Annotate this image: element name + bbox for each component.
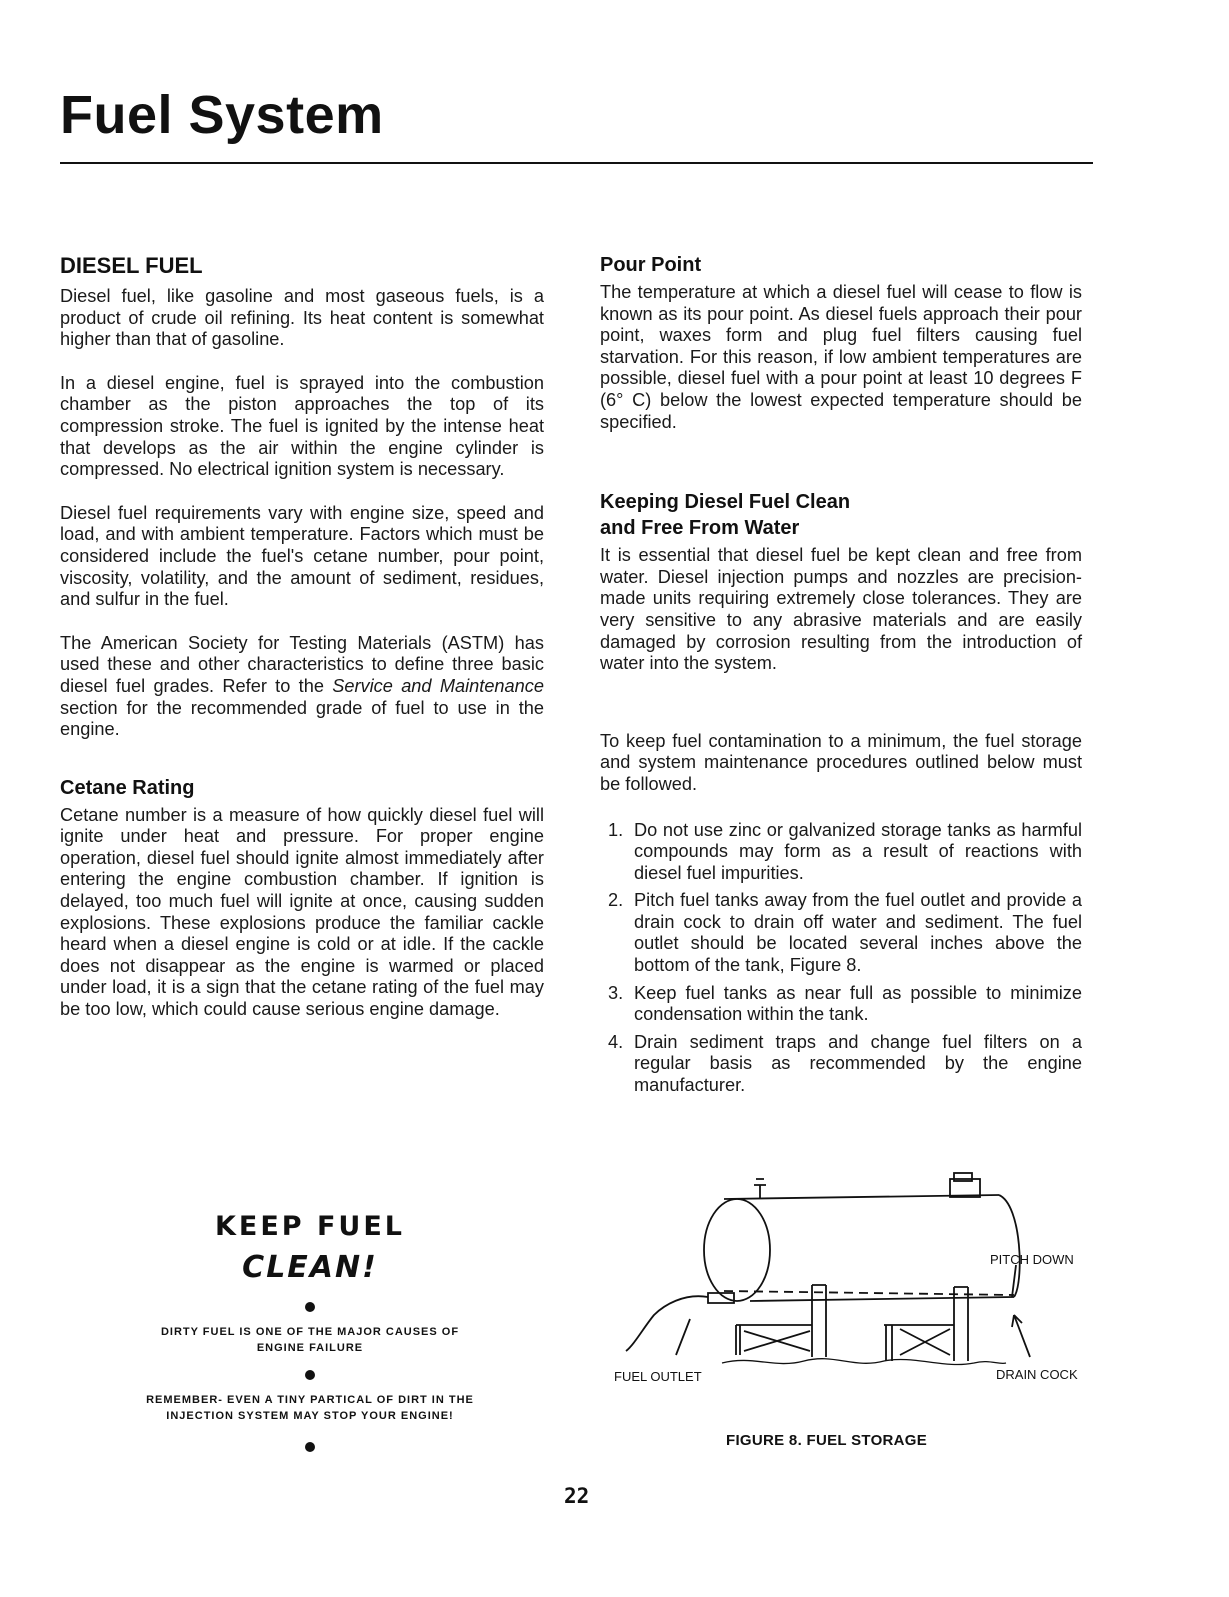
list-item-text: Pitch fuel tanks away from the fuel outlet and provide a drain cock to drain off water and sediment. The fuel outlet should be located several inches above the bottom of the tank, Figure 8. bbox=[634, 890, 1082, 976]
astm-text: The American Society for Testing Materials (ASTM) has used these and other characteristics to define three basic diesel fuel grades. Refer to the bbox=[60, 632, 544, 696]
list-item-number: 4. bbox=[608, 1031, 624, 1052]
keep-fuel-heading: KEEP FUEL bbox=[214, 1211, 405, 1242]
keep-fuel-clean-notice bbox=[120, 1210, 500, 1464]
list-item-number: 1. bbox=[608, 819, 624, 840]
keeping-clean-paragraph-1: It is essential that diesel fuel be kept clean and free from water. Diesel injection pumps and nozzles are precision-made units requiring extremely close tolerances. They are very sensitive to any abrasive materials and are easily damaged by corrosion resulting from the introduction of water into the system. bbox=[600, 545, 1082, 674]
keeping-clean-heading-line-2: and Free From Water bbox=[600, 517, 800, 540]
list-item-text: Do not use zinc or galvanized storage tanks as harmful compounds may form as a result of reactions with diesel fuel impurities. bbox=[634, 819, 1082, 883]
cetane-rating-paragraph: Cetane number is a measure of how quickly diesel fuel will ignite under heat and pressure. For proper engine operation, diesel fuel should ignite almost immediately after entering the engine combustion chamber. If ignition is delayed, too much fuel will ignite at once, causing sudden explosions. These explosions produce the familiar cackle heard when a diesel engine is cold or at idle. If the cackle does not disappear as the engine is warmed or placed under load, it is a sign that the cetane rating of the fuel may be too low, which could cause serious engine damage. bbox=[60, 804, 544, 1020]
keeping-clean-heading-line-1: Keeping Diesel Fuel Clean bbox=[600, 491, 851, 514]
list-item-text: Drain sediment traps and change fuel filters on a regular basis as recommended by the engine manufacturer. bbox=[634, 1031, 1082, 1096]
page-title: Fuel System bbox=[60, 85, 384, 145]
list-item bbox=[600, 983, 1082, 1026]
clean-heading: CLEAN! bbox=[242, 1250, 378, 1285]
list-item bbox=[600, 820, 1082, 885]
diesel-fuel-paragraph-2: In a diesel engine, fuel is sprayed into the combustion chamber as the piston approaches the top of its compression stroke. The fuel is ignited by the intense heat that develops as the air within the engine cylinder is compressed. No electrical ignition system is necessary. bbox=[60, 372, 544, 480]
title-rule bbox=[60, 162, 1093, 164]
dirty-fuel-warning: DIRTY FUEL IS ONE OF THE MAJOR CAUSES OF ENGINE FAILURE bbox=[160, 1326, 460, 1354]
fuel-outlet-label: FUEL OUTLET bbox=[614, 1369, 702, 1384]
list-item-text: Keep fuel tanks as near full as possible to minimize condensation within the tank. bbox=[634, 982, 1082, 1025]
diesel-fuel-paragraph-4 bbox=[60, 633, 544, 741]
figure-caption: FIGURE 8. FUEL STORAGE bbox=[726, 1432, 928, 1449]
bullet-dot bbox=[305, 1302, 315, 1312]
service-maintenance-reference: Service and Maintenance bbox=[332, 675, 544, 696]
left-column bbox=[60, 252, 544, 1021]
pour-point-paragraph: The temperature at which a diesel fuel will cease to flow is known as its pour point. As diesel fuels approach their pour point, waxes form and plug fuel filters causing fuel starvation. For this reason, if low ambient temperatures are possible, diesel fuel with a pour point at least 10 degrees F (6° C) below the lowest expected temperature should be specified. bbox=[600, 282, 1082, 432]
list-item-number: 3. bbox=[608, 982, 624, 1003]
fuel-storage-figure bbox=[604, 1165, 1096, 1395]
cetane-rating-heading: Cetane Rating bbox=[60, 776, 195, 799]
diesel-fuel-heading: DIESEL FUEL bbox=[60, 253, 203, 278]
diesel-fuel-paragraph-1: Diesel fuel, like gasoline and most gaseous fuels, is a product of crude oil refining. Its heat content is somewhat higher than that of gasoline. bbox=[60, 286, 544, 350]
bullet-dot bbox=[305, 1370, 315, 1380]
list-item bbox=[600, 1032, 1082, 1097]
bullet-dot bbox=[305, 1442, 315, 1452]
fuel-tank-illustration bbox=[604, 1165, 1096, 1395]
keeping-clean-paragraph-2: To keep fuel contamination to a minimum, the fuel storage and system maintenance procedures outlined below must be followed. bbox=[600, 730, 1082, 794]
procedure-list bbox=[600, 820, 1082, 1097]
diesel-fuel-paragraph-3: Diesel fuel requirements vary with engine size, speed and load, and with ambient temperature. Factors which must be considered include the fuel's cetane number, pour point, viscosity, volatility, and the amount of sediment, residues, and sulfur in the fuel. bbox=[60, 502, 544, 610]
page-number: 22 bbox=[564, 1484, 590, 1508]
pitch-down-label: PITCH DOWN bbox=[990, 1252, 1074, 1267]
pour-point-heading: Pour Point bbox=[600, 254, 702, 276]
right-column bbox=[600, 252, 1082, 1103]
astm-text-end: section for the recommended grade of fuel to use in the engine. bbox=[60, 697, 544, 740]
list-item-number: 2. bbox=[608, 890, 624, 911]
tiny-particle-warning: REMEMBER- EVEN A TINY PARTICAL OF DIRT IN THE INJECTION SYSTEM MAY STOP YOUR ENGINE! bbox=[146, 1394, 474, 1422]
drain-cock-label: DRAIN COCK bbox=[996, 1367, 1078, 1382]
list-item bbox=[600, 890, 1082, 976]
